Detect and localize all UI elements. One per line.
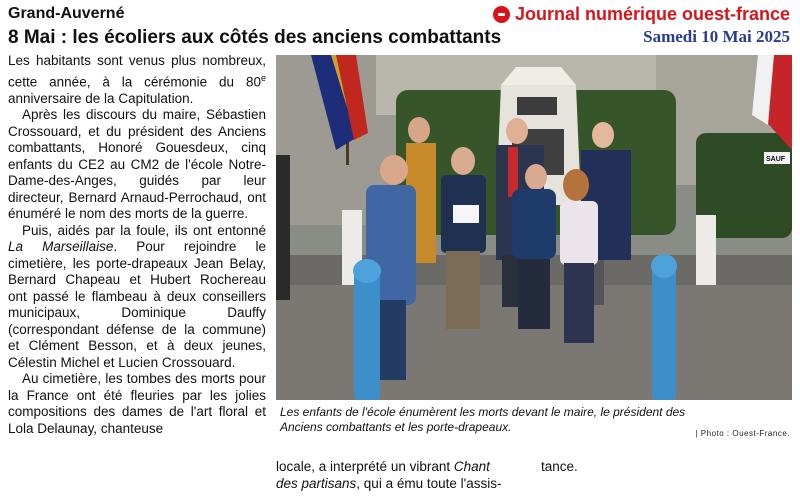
paragraph-4: Au cimetière, les tombes des morts pour la France ont été fleuries par les jolies compositions des dames de l'art floral et Lola Delaunay, chanteuse xyxy=(8,371,266,436)
paragraph-1: Les habitants sont venus plus nombreux, cette année, à la cérémonie du 80e anniversaire de la Capitulation. xyxy=(8,53,266,106)
photo-caption: Les enfants de l'école énumèrent les morts devant le maire, le président des Anciens combattants et les porte-drapeaux. xyxy=(280,405,686,434)
article-headline: 8 Mai : les écoliers aux côtés des anciens combattants xyxy=(8,27,502,48)
road-sign-text: SAUF xyxy=(766,156,786,163)
town-label: Grand-Auverné xyxy=(8,5,125,22)
article-column-middle: locale, a interprété un vibrant Chant des partisans, qui a ému toute l'assis- xyxy=(276,459,502,491)
article-column-left xyxy=(8,53,266,498)
paragraph-2: Après les discours du maire, Sébastien Crossouard, et du président des Anciens combattants, Honoré Gouesdeux, cinq enfants du CE2 au CM2 de l'école Notre-Dame-des-Anges, guidés par leur directeur, Bernard Arnaud-Perrochaud, ont énuméré le nom des morts de la guerre. xyxy=(8,107,266,221)
publication-date: Samedi 10 Mai 2025 xyxy=(643,27,790,46)
ouest-france-logo-icon xyxy=(493,6,510,23)
brand-name: Journal numérique ouest-france xyxy=(514,4,790,24)
photo-credit: | Photo : Ouest-France. xyxy=(695,429,790,438)
paragraph-3: Puis, aidés par la foule, ils ont entonné La Marseillaise. Pour rejoindre le cimetière, les porte-drapeaux Jean Belay, Bernard Chapeau et Hubert Rochereau ont passé le flambeau à deux conseillers municipaux, Dominique Dauffy (correspondant défense de la commune) et Clément Besson, et à deux jeunes, Célestin Michel et Lucien Crossouard. xyxy=(8,222,266,370)
article-column-right: tance. xyxy=(541,459,578,474)
brand[interactable] xyxy=(493,4,790,25)
article-photo[interactable] xyxy=(276,55,792,400)
